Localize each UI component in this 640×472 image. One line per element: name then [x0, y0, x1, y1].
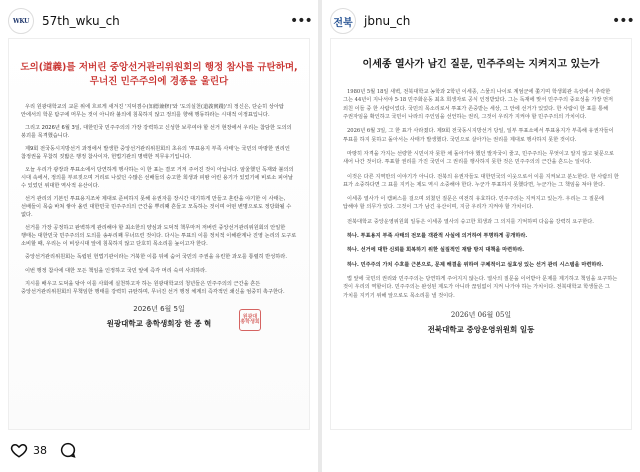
- statement-signer: [9, 313, 309, 329]
- statement-paragraph: 법 앞에 국민의 권리와 민주주의는 당연하게 주어지지 않는다. 열사의 질문을 이어받아 문제를 제기하고 책임을 요구하는 것이 우리의 역할이다. 민주주의는 완성된 제도가 아니라 끊임없이 지켜 나가야 하는 가치이다. 전북대학교 학생들은 그 가치를 지키기 위해 앞으로도 목소리를 낼 것이다.: [343, 276, 618, 299]
- statement-paragraph: 오늘 우리가 광장과 투표소에서 당연하게 행사하는 이 한 표는 결코 거저 주어진 것이 아닙니다. 암울했던 독재와 불의의 시대 속에서, 정의를 부르짖으며 거리로 나섰던 수많은 선배들의 숭고한 희생과 피땀 어린 용기가 있었기에 비로소 피어날 수 있었던 위대한 역사적 유산이다.: [21, 166, 294, 190]
- post-image[interactable]: [330, 38, 632, 430]
- statement-paragraph: 하나. 민주주의 가치 수호를 근본으로, 문제 해결을 위하여 구체적이고 실효성 있는 선거 관리 시스템을 마련하라.: [347, 261, 604, 268]
- statement-paragraph: 하나. 투표용지 부족 사태의 전모를 객관적 사실에 의거하여 투명하게 공개하라.: [347, 233, 528, 240]
- avatar-logo-text: WKU: [12, 17, 30, 25]
- statement-paragraph: 지시를 배우고 도덕을 닦아 이를 사회에 실천하고자 하는 원광대학교의 청년들은 민주주의의 근간을 흔든 중앙선거관리위원회의 무책임한 행태를 강력히 규탄하며, 무너진 선거 행정 체계의 즉각적인 쇄신을 엄중히 촉구한다.: [21, 280, 285, 295]
- username[interactable]: 57th_wku_ch: [42, 14, 120, 28]
- comment-button[interactable]: [59, 441, 77, 459]
- official-seal: [239, 309, 261, 331]
- statement-title: 도의(道義)를 저버린 중앙선거관리위원회의 행정 참사를 규탄하며, 무너진 민주주의에 경종을 울린다: [20, 62, 298, 87]
- post-left: [0, 0, 318, 472]
- like-count: 38: [33, 443, 47, 457]
- statement-title: 이세종 열사가 남긴 질문, 민주주의는 지켜지고 있는가: [362, 59, 600, 70]
- comment-icon: [59, 441, 77, 459]
- seal-text: 원광대 총학생회: [240, 313, 260, 325]
- post-image[interactable]: [8, 38, 310, 430]
- statement-date: 2026년 06월 05일: [450, 310, 512, 319]
- statement-paragraph: 선거를 가장 공정하고 완벽하게 관리해야 할 최소한의 양심과 도덕적 책무마저 저버린 중앙선거관리위원회의 안일한 행태는 대한민국 민주주의의 도의를 송두리째 무너뜨린 것이다. 다시는 투표의 이를 정치적 이해관계나 진영 논리의 도구로 소비할 때, 우리는 이 비상시대 앞에 침묵하지 않고 단호히 목소리를 높이고자 한다.: [21, 225, 297, 248]
- statement-paragraph: 제9회 전국동시지방선거 과정에서 발생한 중앙선거관리위원회의 초유의 '투표용지 부족 사태'는 국민의 마땅한 권리인 참정권을 무참히 짓밟은 행정 참사이자, 헌법기관의 명백한 직무유기입니다.: [21, 145, 290, 160]
- statement-paragraph: 이번 행정 참사에 대한 모든 책임을 인정하고 국민 앞에 즉각 머리 숙여 사죄하라.: [25, 267, 207, 274]
- statement-paragraph: 마땅히 자격을 가지는 선량한 시민이자 못한 채 돌아가야 했던 발자국이 줄고, 민주주의는 무엇이고 알지 않고 뒷문으로 새어 나간 것이다. 투표할 권리를 가진 국민이 그 권리를 행사하지 못한 것은 민주주의의 근간을 흔드는 일이다.: [343, 150, 614, 166]
- statement-paragraph: 이세종 열사가 이 캠퍼스를 걸으며 외쳤던 질문은 여전히 유효하다. 민주주의는 지켜지고 있는가. 우리는 그 질문에 답해야 할 의무가 있다. 그것이 그가 남긴 유산이며, 지금 우리가 지켜야 할 가치이다.: [343, 196, 604, 211]
- more-options-icon[interactable]: •••: [290, 13, 312, 29]
- statement-signer: 전북대학교 중앙운영위원회 일동: [427, 324, 535, 334]
- statement-paragraph: 그리고 2026년 6월 3일, 대한민국 민주주의의 가장 강력하고 신성한 보루여야 할 선거 현장에서 우리는 참담한 도의의 붕괴를 목격했습니다.: [21, 124, 292, 139]
- post-header: [330, 8, 632, 34]
- statement-paragraph: 하나. 선거에 대한 신뢰를 회복하기 위한 실질적인 재발 방지 대책을 마련하라.: [347, 247, 525, 254]
- statement-paragraph: 선거 관리의 기본인 투표용지조차 제대로 준비하지 못해 유권자를 장시간 대기하게 만들고 혼란을 야기한 이 사태는, 선배들이 목숨 바쳐 쌓아 올린 대한민국 민주주의의 근간을 뿌리째 흔들고 모독하는 것이며 어떤 변명으로도 정당화될 수 없다.: [21, 196, 292, 219]
- statement-paragraph: 2026년 6월 3일, 그 한 표가 사라졌다. 제9회 전국동시지방선거 당일, 일부 투표소에서 투표용지가 부족해 유권자들이 투표를 하지 못하고 돌아서는 사태가 발생했다. 국민으로 살아가는 권리를 제대로 행사하지 못한 것이다.: [343, 128, 614, 143]
- statement-paragraph: 중앙선거관리위원회는 독립된 헌법기관이라는 거북한 이름 뒤에 숨어 국민의 주권을 유린한 과오를 통렬히 반성하라.: [25, 254, 287, 261]
- username[interactable]: jbnu_ch: [364, 14, 411, 28]
- heart-icon: [10, 441, 28, 459]
- post-header: [8, 8, 310, 34]
- like-button[interactable]: [10, 441, 47, 459]
- post-right: [322, 0, 640, 472]
- action-bar: [10, 436, 308, 464]
- avatar[interactable]: [330, 8, 356, 34]
- statement-paragraph: 이것은 다른 지역만의 이야기가 아니다. 전북의 유권자들도 대한민국의 이웃으로서 이를 지켜보고 분노한다. 한 사람의 한 표가 소중하다면 그 표를 지키는 제도 역시 소중해야 한다. 누군가 투표하지 못했다면, 누군가는 그 책임을 져야 한다.: [343, 173, 619, 188]
- statement-body: [343, 88, 619, 300]
- statement-paragraph: 우리 원광대학교의 교문 위에 흐르게 새겨진 '지덕겸수(知德兼修)'와 '도의실천(道義實踐)'의 정신은, 단순히 상아탑 안에서의 학문 탐구에 머무는 것이 아니라 불의에 침묵하지 않고 정의를 향해 행동하라는 시대적 이정표입니다.: [21, 103, 284, 118]
- statement-body: [21, 103, 299, 296]
- statement-paragraph: 1980년 5월 18일 새벽, 전북대학교 농학과 2학년 이세종, 스물의 나이로 계엄군에 쫓기며 학생회관 옥상에서 추락한 그는 44년이 지나서야 5·18 민주화운동 최초 희생자로 공식 인정받았다. 그는 독재에 맞서 민주주의 중요성을 가장 먼저 외친 이들 중 한 사람이었다. 국민의 목소리로서 투표가 존중받는 세상, 그 안에 선거가 있었다. 한 사람이 한 표를 통해 주권자임을 확인하고 국민이 나라의 주인임을 선언하는 권리, 그것이 우리가 지켜야 할 민주주의의 가치이다.: [343, 89, 614, 120]
- avatar[interactable]: [8, 8, 34, 34]
- statement-paragraph: 전북대학교 중앙운영위원회 일동은 이세종 열사의 숭고한 희생과 그 의지를 기억하며 다음을 강력히 요구한다.: [347, 218, 594, 225]
- signer-name: 원광대학교 총학생회장 한 종 혁: [106, 318, 212, 328]
- more-options-icon[interactable]: •••: [612, 13, 634, 29]
- statement-date: 2026년 6월 5일: [133, 304, 185, 313]
- avatar-logo-text: 전북: [333, 17, 353, 29]
